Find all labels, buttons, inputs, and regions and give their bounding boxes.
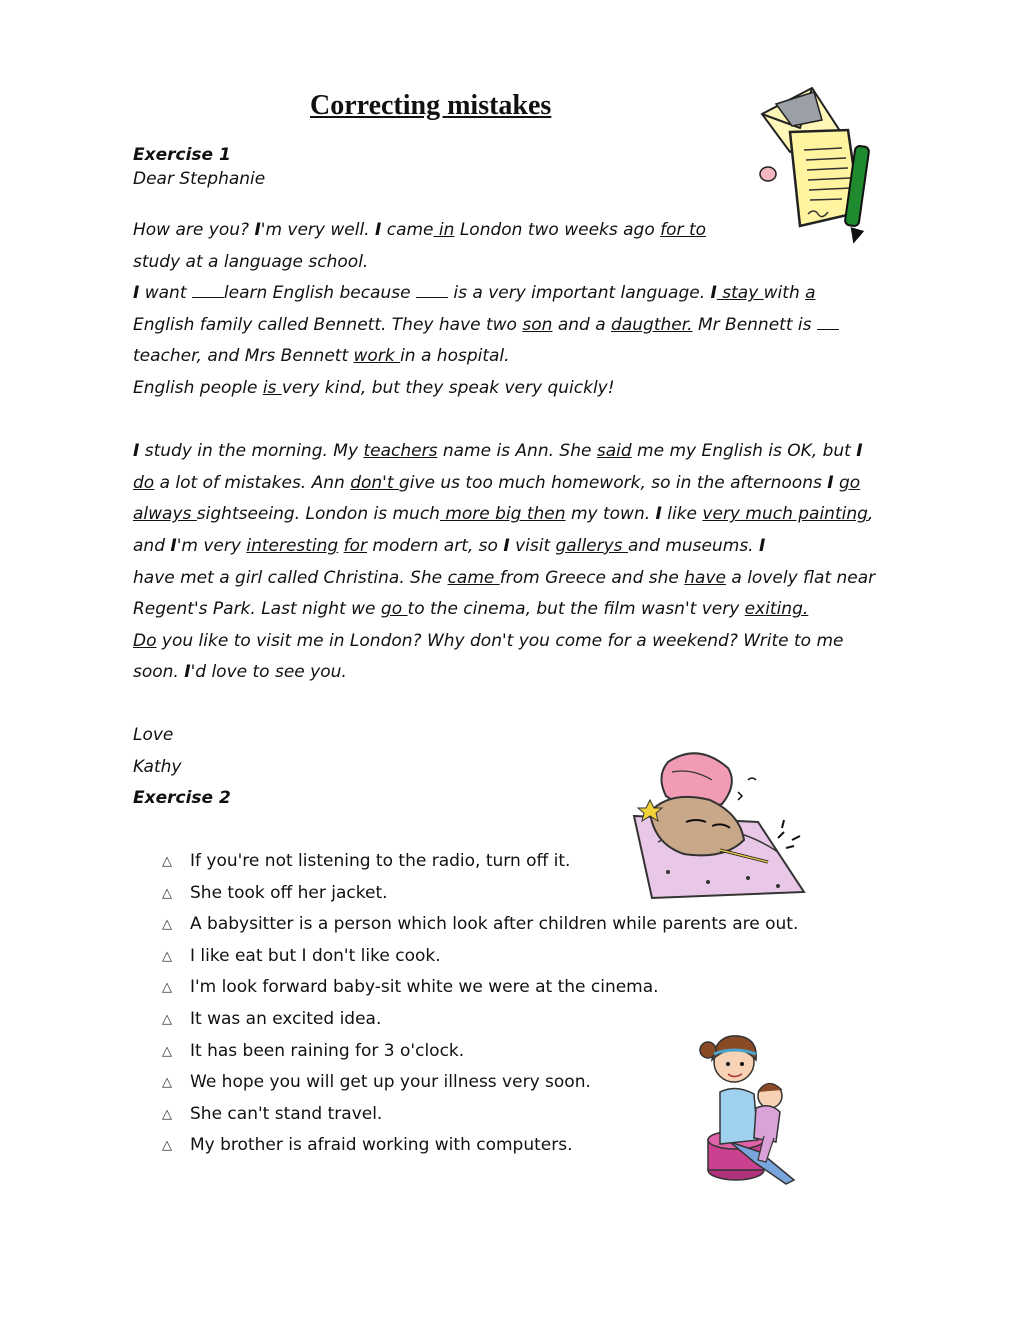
mistake: gallerys [555, 535, 628, 556]
mistake: more big then [439, 504, 566, 525]
babysitter-icon [690, 1032, 810, 1186]
letter-paragraph-3: English people is very kind, but they speak very quickly! [133, 377, 615, 398]
bullet-icon: △ [162, 1011, 172, 1027]
blank-line [192, 282, 224, 298]
blank-line [416, 282, 448, 298]
mistake: don't [350, 472, 399, 493]
mistake: have [684, 567, 726, 588]
bullet-icon: △ [162, 854, 172, 869]
bullet-icon: △ [162, 1106, 172, 1122]
mistake: very much painting [702, 504, 868, 525]
bullet-icon: △ [162, 1075, 172, 1091]
mistake: go [380, 599, 408, 620]
letter-paragraph-4: I study in the morning. My teachers name is Ann. She said me my English is OK, but I do a lot of mistakes. Ann don't give us too much homework, so in the afternoons I go always sightseeing. London is much more big then my town. I like very much painting, and I'm very interesting for modern art, so I visit gallerys and museums. I have met a girl called Christina. She came from Greece and she have a lovely flat near Regent's Park. Last night we go to the cinema, but the film wasn't very exiting. Do you like to visit me in London? Why don't you come for a weekend? Write to me soon. I'd love to see you. [133, 441, 876, 683]
letter-greeting: Dear Stephanie [133, 169, 266, 189]
bullet-icon: △ [162, 948, 172, 964]
signature: Kathy [133, 756, 182, 777]
mistake: for to [660, 220, 707, 240]
mistake: exiting. [744, 599, 809, 620]
mistake: work [353, 346, 401, 367]
letter-closing [133, 720, 181, 783]
mistake: a [805, 283, 816, 304]
mistake: Do [133, 630, 157, 651]
letter-body [133, 215, 891, 689]
bullet-icon: △ [162, 917, 172, 933]
bullet-icon: △ [162, 980, 172, 996]
mistake: said [596, 441, 632, 462]
mistake: do [133, 472, 155, 493]
list-item: △ A babysitter is a person which look after children while parents are out. [160, 909, 798, 941]
list-item: △ She can't stand travel. [160, 1099, 798, 1131]
blank-line [817, 313, 839, 329]
list-item: △ I'm look forward baby-sit white we were at the cinema. [160, 972, 798, 1004]
bullet-icon: △ [162, 885, 172, 901]
mistake: interesting [246, 535, 339, 556]
exercise-2-heading: Exercise 2 [133, 788, 231, 808]
bullet-icon: △ [162, 1043, 172, 1059]
list-item: △ It has been raining for 3 o'clock. [160, 1036, 798, 1068]
list-item: △ My brother is afraid working with computers. [160, 1130, 798, 1162]
mistake: go always [133, 472, 861, 525]
closing-word: Love [133, 725, 174, 745]
mistake: daugther. [611, 314, 693, 335]
list-item: △ I like eat but I don't like cook. [160, 941, 798, 973]
mistake: son [522, 314, 553, 335]
list-item: △ She took off her jacket. [160, 878, 798, 910]
bullet-icon: △ [162, 1138, 172, 1154]
mistake: is [262, 377, 282, 398]
mistake: in [433, 220, 455, 240]
mistake: stay [716, 283, 764, 304]
list-item: △ It was an excited idea. [160, 1004, 798, 1036]
mistake: for [343, 535, 368, 556]
spacer [133, 405, 891, 437]
letter-paragraph-2: I want learn English because is a very important language. I stay with a English family called Bennett. They have two son and a daugther. Mr Bennett is teacher, and Mrs Bennett work in a hospital. [133, 278, 891, 373]
exercise-1-heading: Exercise 1 [133, 145, 231, 165]
mistake: teachers [363, 441, 438, 462]
list-item: △ We hope you will get up your illness very soon. [160, 1067, 798, 1099]
list-item: △ If you're not listening to the radio, turn off it. [160, 846, 798, 878]
mistake: came [447, 567, 500, 588]
page-title: Correcting mistakes [310, 90, 552, 121]
letter-paragraph-1: How are you? I'm very well. I came in London two weeks ago for to study at a language school. [133, 220, 707, 272]
